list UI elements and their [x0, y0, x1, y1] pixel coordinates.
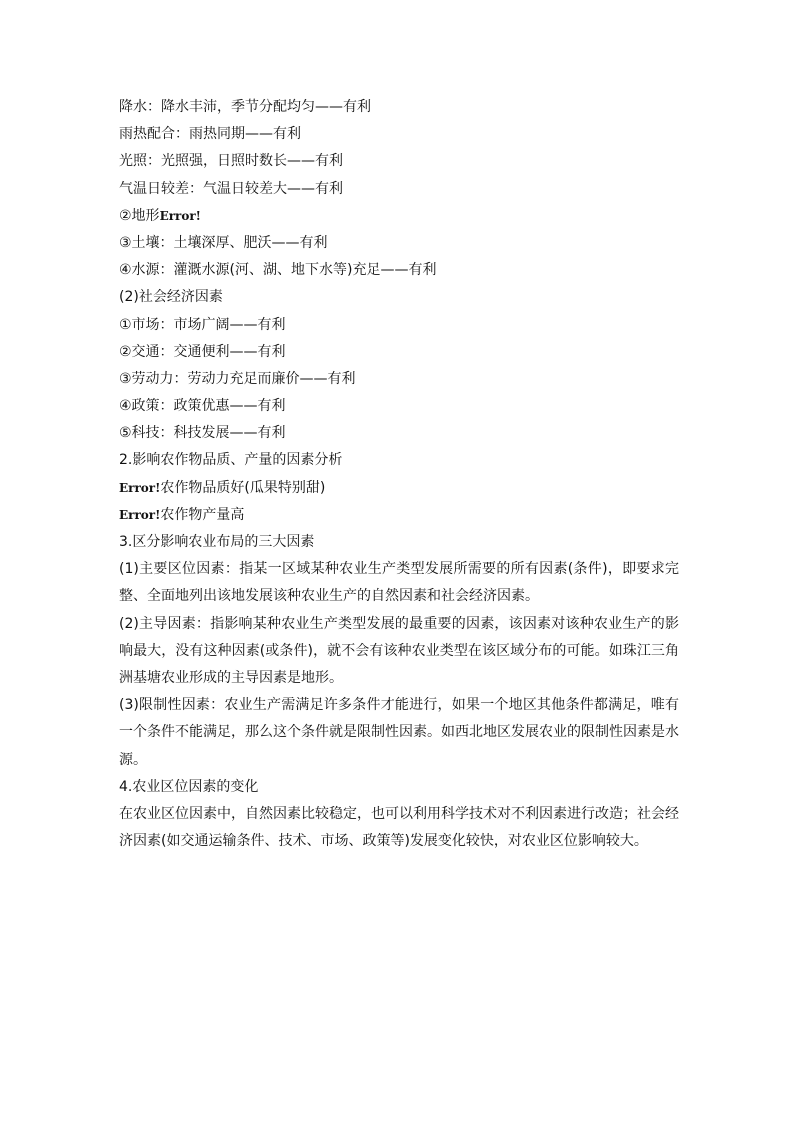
transport-line: ②交通：交通便利——有利 [119, 343, 286, 360]
policy-line: ④政策：政策优惠——有利 [119, 398, 286, 415]
document-body [119, 94, 679, 855]
sunlight-line: 光照：光照强，日照时数长——有利 [119, 153, 343, 170]
temperature-range-line: 气温日较差：气温日较差大——有利 [119, 180, 343, 197]
precipitation-line: 降水：降水丰沛，季节分配均匀——有利 [119, 99, 371, 115]
limiting-factor-para: (3)限制性因素：农业生产需满足许多条件才能进行，如果一个地区其他条件都满足，唯有一个条件不能满足，那么这个条件就是限制性因素。如西北地区发展农业的限制性因素是水源。 [119, 697, 679, 768]
section4-heading: 4.农业区位因素的变化 [119, 778, 259, 795]
terrain-line [119, 203, 679, 230]
quality-line [119, 475, 679, 502]
rain-heat-line: 雨热配合：雨热同期——有利 [119, 126, 301, 143]
technology-line: ⑤科技：科技发展——有利 [119, 425, 286, 442]
yield-error: Error! [119, 507, 161, 522]
dominant-factor-para: (2)主导因素：指影响某种农业生产类型发展的最重要的因素，该因素对该种农业生产的影响最大，没有这种因素(或条件)，就不会有该种农业类型在该区域分布的可能。如珠江三角洲基塘农业形成的主导因素是地形。 [119, 615, 679, 686]
section2-heading: 2.影响农作物品质、产量的因素分析 [119, 452, 343, 469]
yield-text: 农作物产量高 [160, 506, 245, 523]
terrain-error: Error! [159, 208, 201, 223]
terrain-label: ②地形 [119, 207, 160, 224]
labor-line: ③劳动力：劳动力充足而廉价——有利 [119, 370, 356, 387]
quality-text: 农作物品质好(瓜果特别甜) [160, 479, 326, 496]
yield-line [119, 502, 679, 529]
water-source-line: ④水源：灌溉水源(河、湖、地下水等)充足——有利 [119, 262, 437, 279]
soil-line: ③土壤：土壤深厚、肥沃——有利 [119, 234, 328, 251]
section3-heading: 3.区分影响农业布局的三大因素 [119, 534, 315, 550]
factor-change-para: 在农业区位因素中，自然因素比较稳定，也可以利用科学技术对不利因素进行改造；社会经济因素(如交通运输条件、技术、市场、政策等)发展变化较快，对农业区位影响较大。 [119, 806, 679, 850]
market-line: ①市场：市场广阔——有利 [119, 316, 286, 333]
quality-error: Error! [119, 480, 161, 495]
main-location-factor-para: (1)主要区位因素：指某一区域某种农业生产类型发展所需要的所有因素(条件)，即要求完整、全面地列出该地发展该种农业生产的自然因素和社会经济因素。 [119, 561, 679, 605]
socioeconomic-heading: (2)社会经济因素 [119, 289, 223, 306]
